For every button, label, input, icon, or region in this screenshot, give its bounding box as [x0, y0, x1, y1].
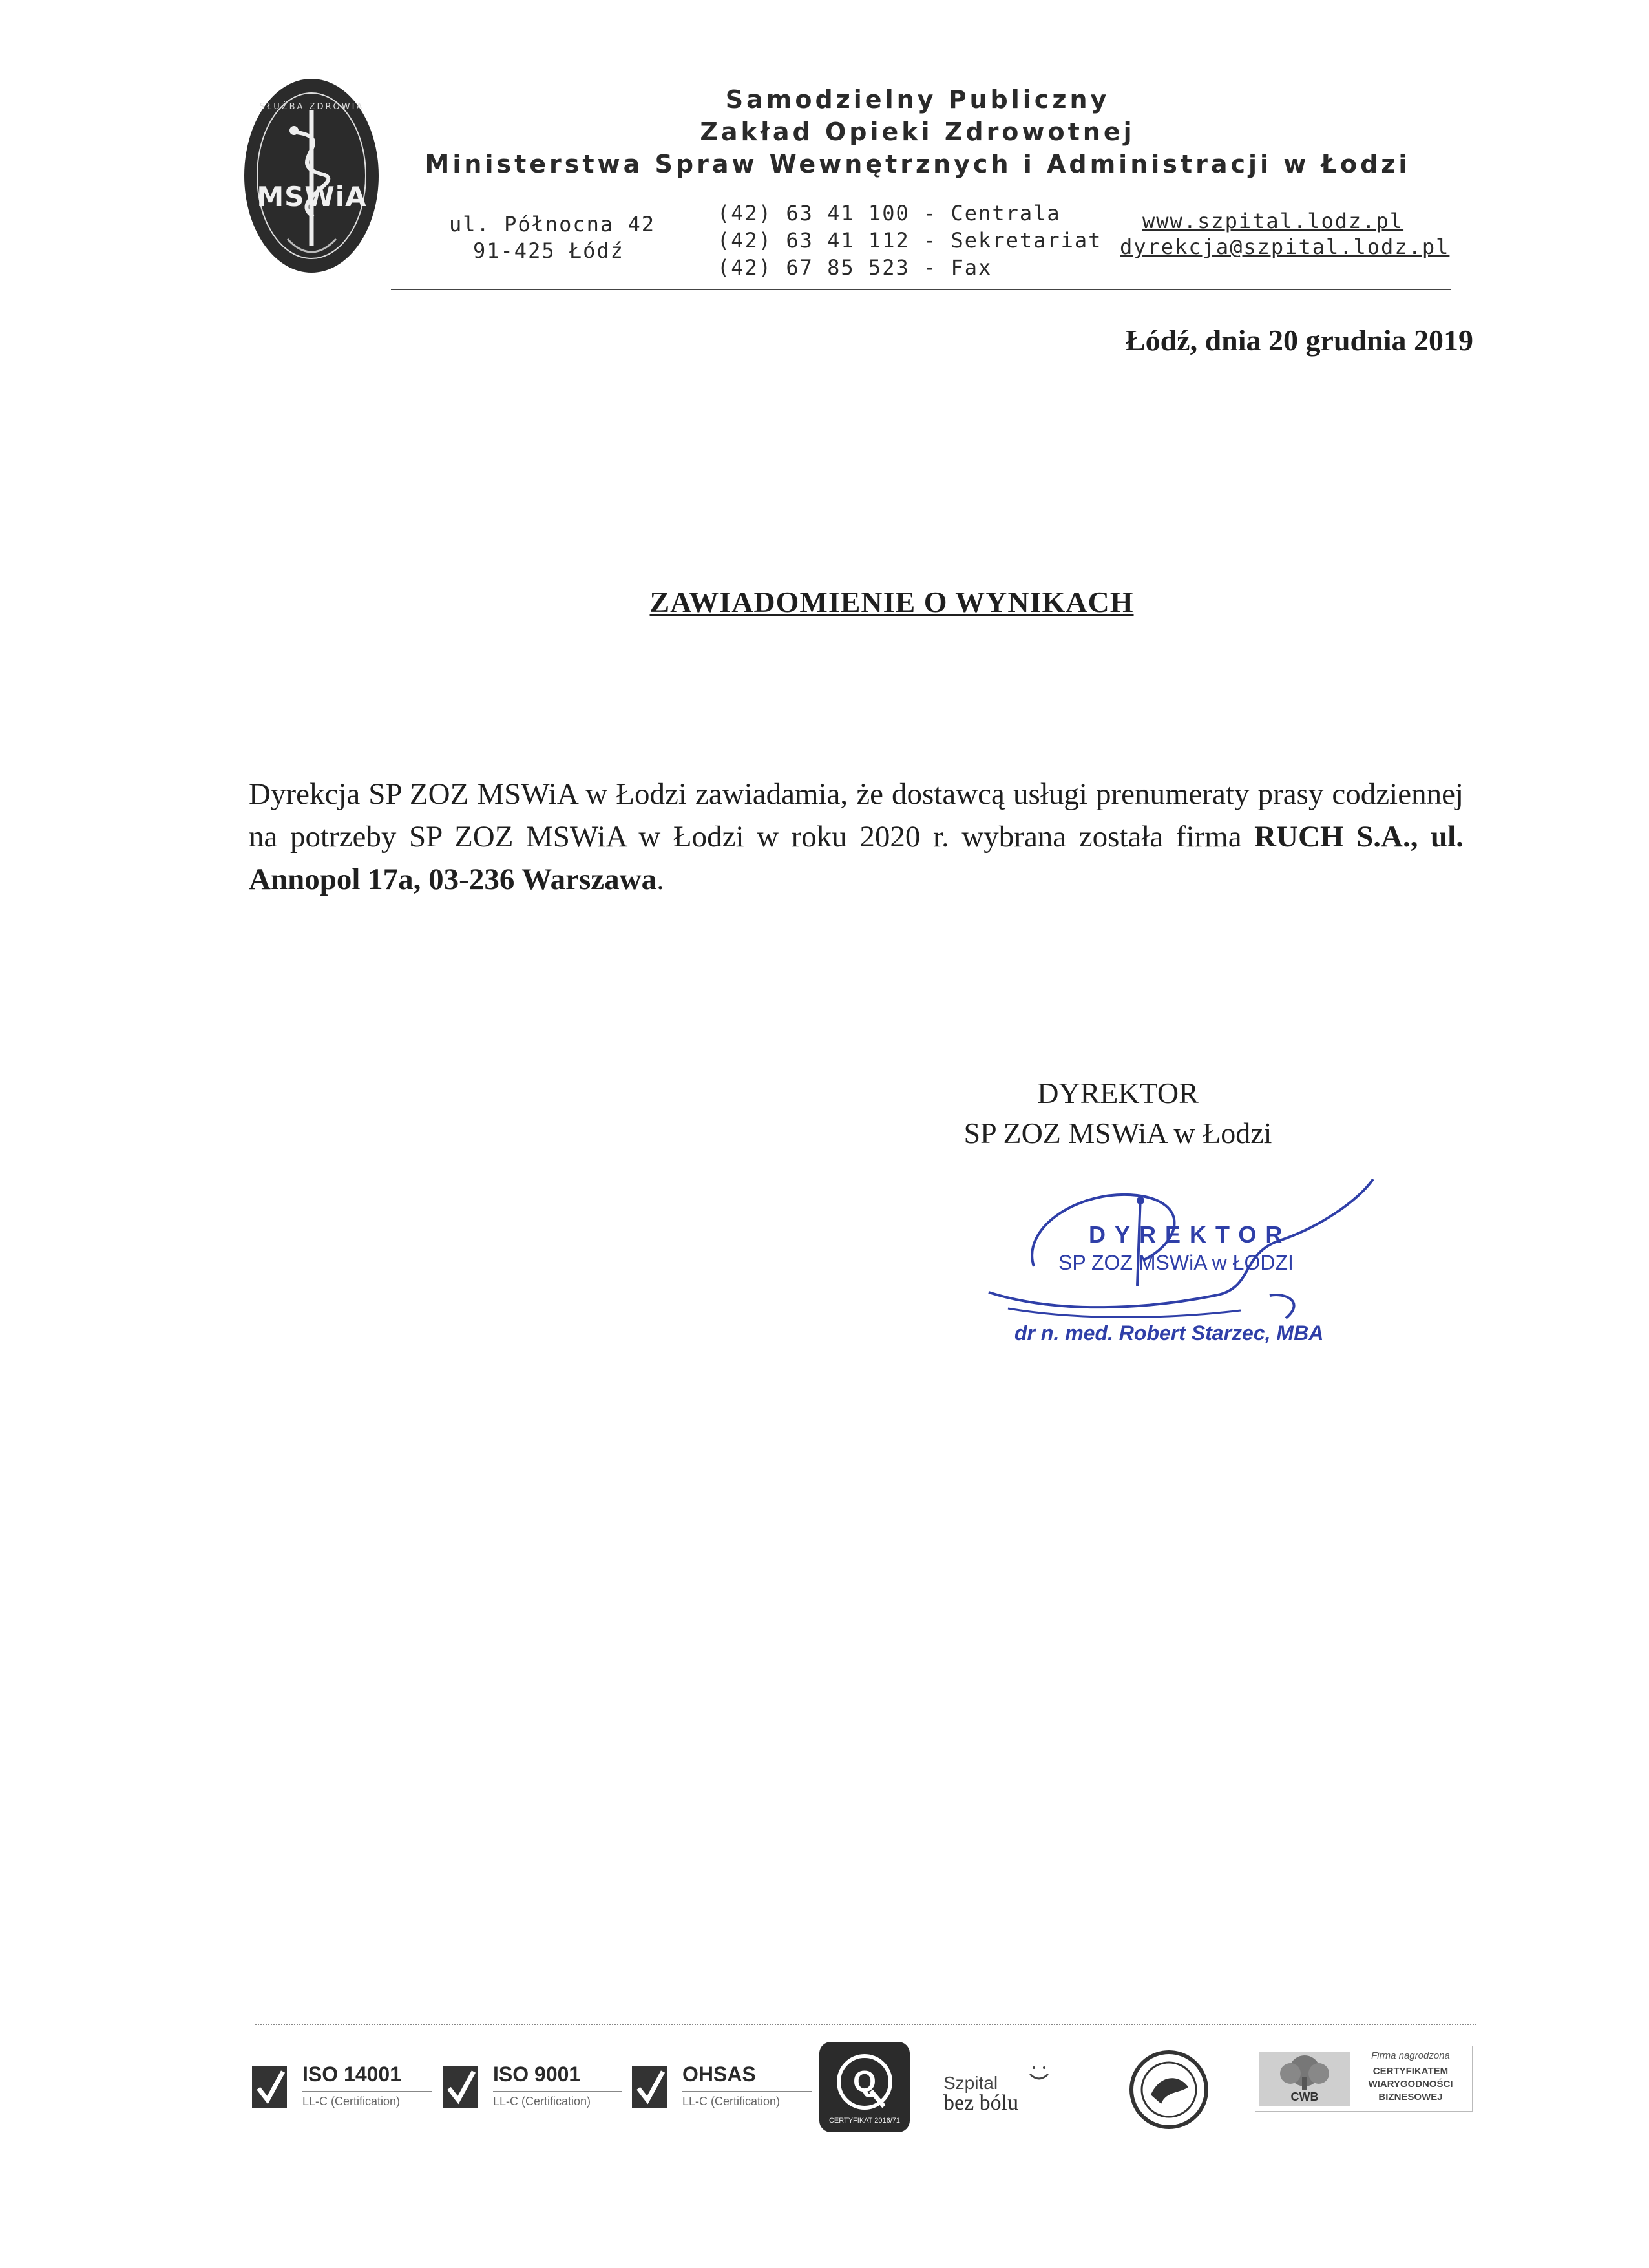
cwb-certificate — [1255, 2046, 1473, 2112]
org-name-line3: Ministerstwa Spraw Wewnętrznych i Administracji w Łodzi — [425, 150, 1411, 178]
cert-name: ISO 9001 — [493, 2063, 581, 2086]
document-title: ZAWIADOMIENIE O WYNIKACH — [649, 585, 1134, 618]
body-company: RUCH S.A., ul. Annopol 17a, 03-236 Warszawa — [249, 820, 1464, 896]
email-link[interactable]: dyrekcja@szpital.lodz.pl — [1120, 235, 1450, 259]
quality-cert-label: CERTYFIKAT 2016/71 — [828, 2117, 901, 2125]
signatory-institution: SP ZOZ MSWiA w Łodzi — [963, 1117, 1272, 1150]
signature-stamp — [982, 1163, 1396, 1357]
phone-secretariat: (42) 63 41 112 - Sekretariat — [717, 228, 1102, 253]
logo-ring-text: SŁUŻBA ZDROWIA — [259, 102, 364, 112]
website-link[interactable]: www.szpital.lodz.pl — [1142, 209, 1404, 233]
cert-iso14001 — [252, 2055, 420, 2126]
stamp-institution: SP ZOZ MSWiA w ŁODZI — [1058, 1251, 1294, 1274]
stamp-person-name: dr n. med. Robert Starzec, MBA — [1014, 1321, 1324, 1345]
header-divider — [391, 289, 1451, 290]
round-certificate-seal — [1128, 2048, 1210, 2131]
stamp-title: DYREKTOR — [1089, 1221, 1292, 1248]
body-text: Dyrekcja SP ZOZ MSWiA w Łodzi zawiadamia, że dostawcą usługi prenumeraty prasy codziennej na potrzeby SP ZOZ MSWiA w Łodzi w roku 2020 r. wybrana została firma — [249, 777, 1464, 854]
quality-letter: Q — [853, 2064, 876, 2098]
cwb-text-1: Firma nagrodzona — [1371, 2050, 1450, 2061]
mswia-logo — [242, 78, 381, 275]
org-name-line2: Zakład Opieki Zdrowotnej — [700, 118, 1135, 146]
cert-iso9001 — [443, 2055, 611, 2126]
cwb-text-3: WIARYGODNOŚCI — [1368, 2079, 1453, 2090]
cert-ohsas — [632, 2055, 800, 2126]
cert-issuer: LL-C (Certification) — [302, 2095, 401, 2108]
cert-name: ISO 14001 — [302, 2063, 401, 2086]
org-name-line1: Samodzielny Publiczny — [725, 85, 1110, 114]
szpital-label: Szpital — [943, 2073, 998, 2093]
cert-issuer: LL-C (Certification) — [493, 2095, 591, 2108]
seal-icon — [1128, 2048, 1210, 2131]
cert-issuer: LL-C (Certification) — [682, 2095, 781, 2108]
document-date: Łódź, dnia 20 grudnia 2019 — [1125, 324, 1473, 357]
address-street: ul. Północna 42 — [449, 212, 655, 236]
quality-certificate-badge — [819, 2042, 910, 2132]
phone-central: (42) 63 41 100 - Centrala — [717, 201, 1061, 226]
signatory-title: DYREKTOR — [1037, 1076, 1199, 1109]
cwb-tree-icon — [1259, 2052, 1350, 2106]
smile-icon — [1026, 2064, 1052, 2083]
szpital-bez-bolu-logo — [943, 2061, 1073, 2126]
cwb-text-4: BIZNESOWEJ — [1378, 2092, 1443, 2103]
checkmark-icon — [443, 2066, 478, 2108]
cwb-label: CWB — [1290, 2090, 1319, 2103]
cwb-text-2: CERTYFIKATEM — [1372, 2066, 1449, 2077]
cert-name: OHSAS — [682, 2063, 756, 2086]
footer-divider — [255, 2024, 1476, 2025]
checkmark-icon — [632, 2066, 667, 2108]
logo-text: MSWiA — [257, 181, 367, 213]
checkmark-icon — [252, 2066, 287, 2108]
body-paragraph — [249, 773, 1464, 901]
body-end: . — [656, 863, 664, 896]
address-city: 91-425 Łódź — [473, 238, 624, 263]
fax-number: (42) 67 85 523 - Fax — [717, 255, 993, 280]
bez-bolu-label: bez bólu — [943, 2091, 1019, 2115]
